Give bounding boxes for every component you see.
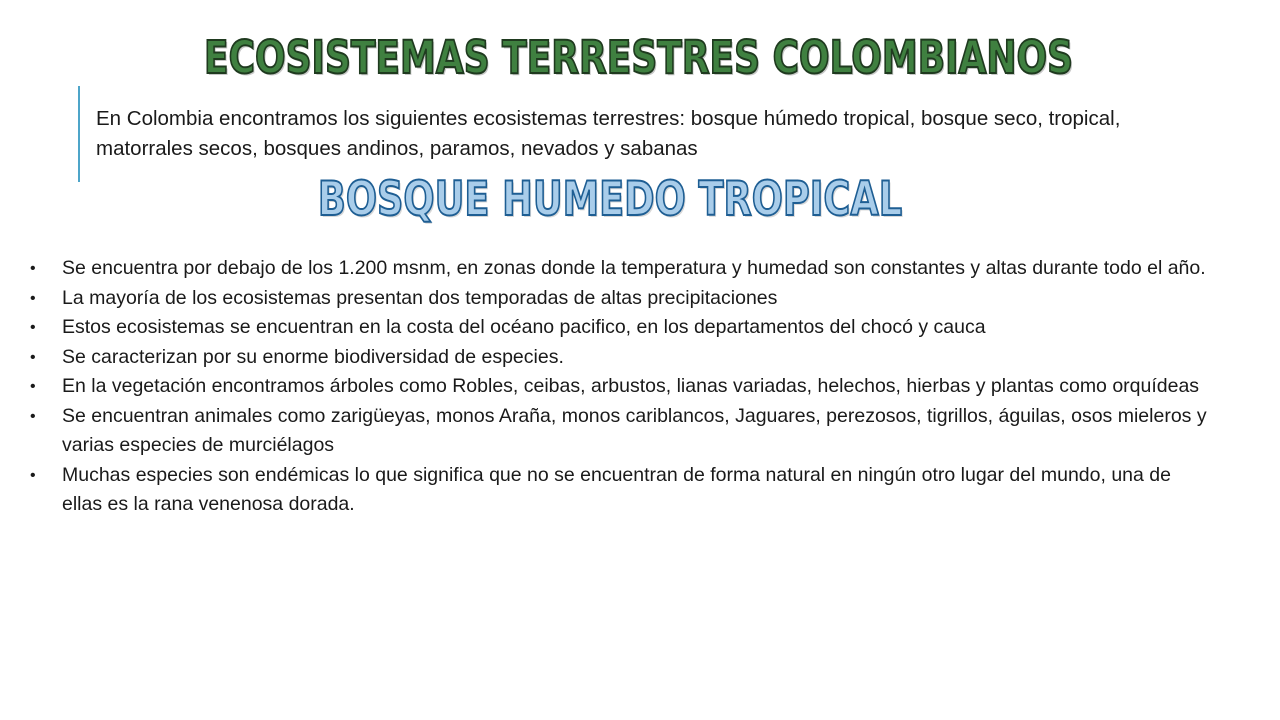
bullet-icon: • [30,407,36,425]
bullet-list [30,254,1210,520]
bullet-icon: • [30,260,36,277]
bullet-icon: • [30,466,36,484]
slide-title: ECOSISTEMAS TERRESTRES COLOMBIANOS [204,31,1074,84]
bullet-item [30,284,1210,314]
bullet-item [30,254,1210,284]
bullet-icon: • [30,319,36,336]
bullet-text: Se encuentra por debajo de los 1.200 msnm, en zonas donde la temperatura y humedad son constantes y altas durante todo el año. [62,257,1206,279]
bullet-item [30,343,1210,373]
bullet-item [30,402,1210,461]
bullet-item [30,461,1210,520]
bullet-text: Estos ecosistemas se encuentran en la costa del océano pacifico, en los departamentos del chocó y cauca [62,316,986,338]
bullet-item [30,313,1210,343]
bullet-icon: • [30,378,36,395]
bullet-text: Muchas especies son endémicas lo que significa que no se encuentran de forma natural en ningún otro lugar del mundo, una de ellas es la rana venenosa dorada. [62,463,1171,515]
bullet-text: La mayoría de los ecosistemas presentan dos temporadas de altas precipitaciones [62,286,778,309]
bullet-icon: • [30,289,36,307]
bullet-text: Se encuentran animales como zarigüeyas, monos Araña, monos cariblancos, Jaguares, perezosos, tigrillos, águilas, osos mieleros y varias especies de murciélagos [62,404,1207,456]
intro-accent-bar [78,86,80,182]
bullet-text: En la vegetación encontramos árboles como Robles, ceibas, arbustos, lianas variadas, helechos, hierbas y plantas como orquídeas [62,375,1200,397]
bullet-icon: • [30,348,36,366]
intro-paragraph: En Colombia encontramos los siguientes ecosistemas terrestres: bosque húmedo tropical, bosque seco, tropical, matorrales secos, bosques andinos, paramos, nevados y sabanas [96,107,1121,160]
section-subtitle: BOSQUE HUMEDO TROPICAL [317,172,903,227]
bullet-text: Se caracterizan por su enorme biodiversidad de especies. [62,345,564,368]
bullet-item [30,372,1210,402]
